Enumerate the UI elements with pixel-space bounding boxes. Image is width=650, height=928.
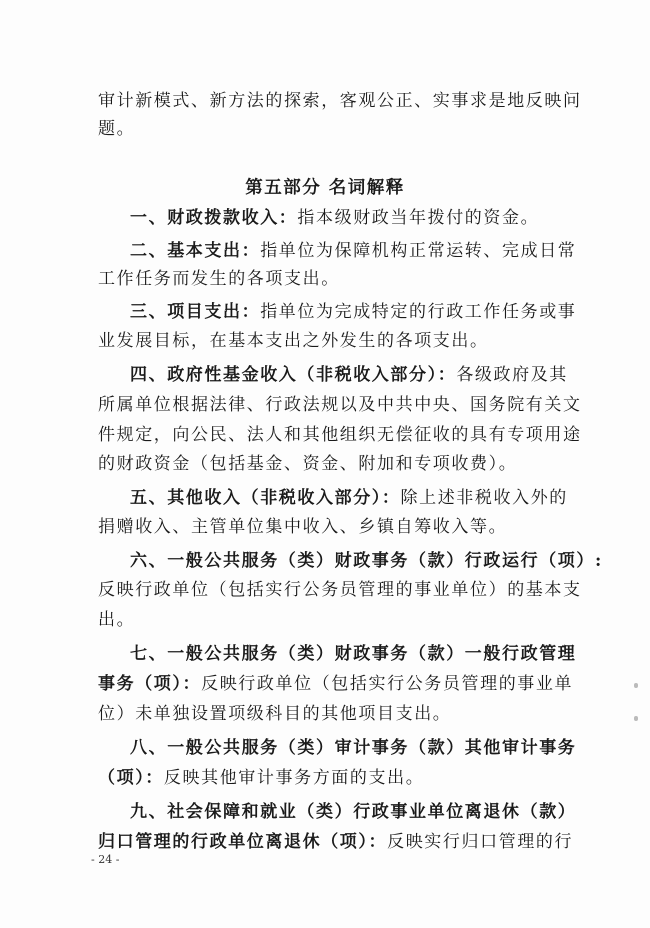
term-text: 除上述非税收入外的 [400,488,568,508]
text-line [98,114,550,145]
term-label: 八、一般公共服务（类）审计事务（款）其他审计事务 [130,738,577,758]
definition-line [98,699,550,730]
term-label: 三、项目支出： [130,302,261,322]
term-label: 七、一般公共服务（类）财政事务（款）一般行政管理 [130,644,577,664]
term-label: 一、财政拨款收入： [130,208,298,228]
definition-line [98,326,550,357]
term-text: 指本级财政当年拨付的资金。 [297,208,540,228]
definition-line [130,483,582,514]
term-text: 所属单位根据法律、行政法规以及中共中央、国务院有关文 [98,395,582,415]
text-line [98,86,582,117]
page-number: - 24 - [91,853,120,866]
term-text: 反映行政单位（包括实行公务员管理的事业单位）的基本支 [98,580,582,600]
term-text: 指单位为保障机构正常运转、完成日常 [260,241,577,261]
definition-line [130,639,582,670]
term-text: 审计新模式、新方法的探索，客观公正、实事求是地反映问 [98,91,582,111]
definition-line [130,203,582,234]
definition-line [98,449,550,480]
term-label: 二、基本支出： [130,241,261,261]
term-label: 九、社会保障和就业（类）行政事业单位离退休（款） [130,802,577,822]
definition-line [98,512,550,543]
term-text: 反映实行归口管理的行 [387,832,574,852]
term-text: 各级政府及其 [456,365,568,385]
term-text: 的财政资金（包括基金、资金、附加和专项收费）。 [98,454,518,474]
definition-line [98,669,574,700]
term-text: 业发展目标，在基本支出之外发生的各项支出。 [98,331,489,351]
term-text: 反映行政单位（包括实行公务员管理的事业单 [201,674,574,694]
term-label: 五、其他收入（非税收入部分）： [130,488,401,508]
definition-line [130,297,582,328]
term-text: 位）未单独设置项级科目的其他项目支出。 [98,704,452,724]
definition-line [98,420,582,451]
section-heading: 第五部分 名词解释 [245,178,405,198]
term-label: 归口管理的行政单位离退休（项）： [98,832,388,852]
definition-line [98,763,550,794]
definition-line [98,264,550,295]
definition-line [130,797,582,828]
definition-line [98,605,550,636]
definition-line [98,390,582,421]
definition-line [130,236,582,267]
term-text: 题。 [98,119,136,139]
definition-line [130,546,603,577]
term-text: 捐赠收入、主管单位集中收入、乡镇自筹收入等。 [98,517,508,537]
term-label: 四、政府性基金收入（非税收入部分）： [130,365,457,385]
definition-line [130,733,582,764]
term-text: 指单位为完成特定的行政工作任务或事 [260,302,577,322]
scan-speck [634,716,638,721]
term-text: 反映其他审计事务方面的支出。 [163,768,425,788]
term-text: 工作任务而发生的各项支出。 [98,269,340,289]
term-label: （项）： [98,768,164,788]
term-text: 件规定，向公民、法人和其他组织无偿征收的具有专项用途 [98,425,582,445]
definition-line [130,360,582,391]
scan-speck [634,683,638,688]
term-label: 事务（项）： [98,674,202,694]
definition-line [98,575,582,606]
definition-line [98,827,574,858]
term-text: 出。 [98,610,136,630]
term-label: 六、一般公共服务（类）财政事务（款）行政运行（项）: [130,551,603,571]
